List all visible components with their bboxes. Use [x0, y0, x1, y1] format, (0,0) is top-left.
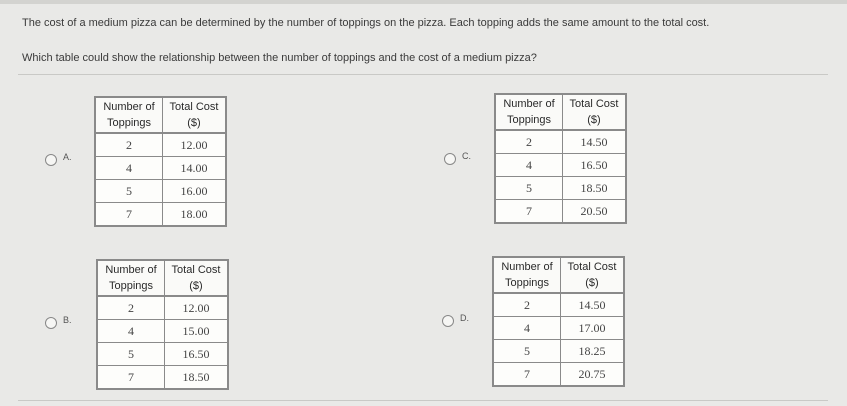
- column-header: Total Cost ($): [165, 260, 229, 296]
- table-cell: 7: [95, 203, 163, 227]
- column-header: Number of Toppings: [95, 97, 163, 133]
- question-prompt: Which table could show the relationship between the number of toppings and the cost of a medium pizza?: [22, 52, 537, 64]
- table-cell: 14.50: [563, 130, 627, 154]
- table-cell: 5: [495, 177, 563, 200]
- table-cell: 18.50: [165, 366, 229, 390]
- table-cell: 4: [493, 317, 561, 340]
- table-cell: 2: [95, 133, 163, 157]
- radio-button-b[interactable]: [45, 317, 57, 329]
- table-option-c: [494, 93, 627, 224]
- table-cell: 2: [97, 296, 165, 320]
- option-label-a: A.: [63, 152, 72, 162]
- table-cell: 15.00: [165, 320, 229, 343]
- table-row: [95, 180, 226, 203]
- table-option-a: [94, 96, 227, 227]
- question-text: The cost of a medium pizza can be determined by the number of toppings on the pizza. Each topping adds the same amount to the total cost.: [22, 17, 710, 29]
- table-cell: 5: [95, 180, 163, 203]
- table-cell: 14.50: [561, 293, 625, 317]
- table-cell: 7: [493, 363, 561, 387]
- table-cell: 20.50: [563, 200, 627, 224]
- table-row: [495, 130, 626, 154]
- table-row: [97, 366, 228, 390]
- table-cell: 16.00: [163, 180, 227, 203]
- option-d[interactable]: [442, 315, 469, 327]
- table-cell: 5: [493, 340, 561, 363]
- table-row: [495, 200, 626, 224]
- divider: [18, 74, 828, 75]
- table-cell: 16.50: [563, 154, 627, 177]
- option-label-c: C.: [462, 151, 471, 161]
- table-row: [97, 296, 228, 320]
- radio-button-d[interactable]: [442, 315, 454, 327]
- table-cell: 20.75: [561, 363, 625, 387]
- table-cell: 5: [97, 343, 165, 366]
- column-header: Total Cost ($): [563, 94, 627, 130]
- table-cell: 12.00: [163, 133, 227, 157]
- option-label-d: D.: [460, 313, 469, 323]
- option-c[interactable]: [444, 153, 471, 165]
- table-option-b: [96, 259, 229, 390]
- table-option-d: [492, 256, 625, 387]
- column-header: Number of Toppings: [495, 94, 563, 130]
- table-cell: 4: [95, 157, 163, 180]
- table-row: [95, 157, 226, 180]
- option-a[interactable]: [45, 154, 72, 166]
- table-cell: 18.25: [561, 340, 625, 363]
- table-cell: 12.00: [165, 296, 229, 320]
- table-row: [95, 203, 226, 227]
- table-row: [495, 177, 626, 200]
- table-row: [95, 133, 226, 157]
- radio-button-a[interactable]: [45, 154, 57, 166]
- column-header: Total Cost ($): [163, 97, 227, 133]
- table-cell: 4: [97, 320, 165, 343]
- table-row: [493, 363, 624, 387]
- table-cell: 18.50: [563, 177, 627, 200]
- option-label-b: B.: [63, 315, 72, 325]
- option-b[interactable]: [45, 317, 72, 329]
- top-divider: [0, 0, 847, 4]
- table-row: [493, 317, 624, 340]
- table-cell: 7: [495, 200, 563, 224]
- table-cell: 16.50: [165, 343, 229, 366]
- table-row: [97, 343, 228, 366]
- table-cell: 4: [495, 154, 563, 177]
- column-header: Total Cost ($): [561, 257, 625, 293]
- table-cell: 7: [97, 366, 165, 390]
- radio-button-c[interactable]: [444, 153, 456, 165]
- table-cell: 17.00: [561, 317, 625, 340]
- table-row: [493, 340, 624, 363]
- table-row: [495, 154, 626, 177]
- column-header: Number of Toppings: [493, 257, 561, 293]
- column-header: Number of Toppings: [97, 260, 165, 296]
- table-cell: 2: [495, 130, 563, 154]
- table-cell: 18.00: [163, 203, 227, 227]
- table-cell: 14.00: [163, 157, 227, 180]
- table-cell: 2: [493, 293, 561, 317]
- divider: [18, 400, 828, 401]
- table-row: [493, 293, 624, 317]
- table-row: [97, 320, 228, 343]
